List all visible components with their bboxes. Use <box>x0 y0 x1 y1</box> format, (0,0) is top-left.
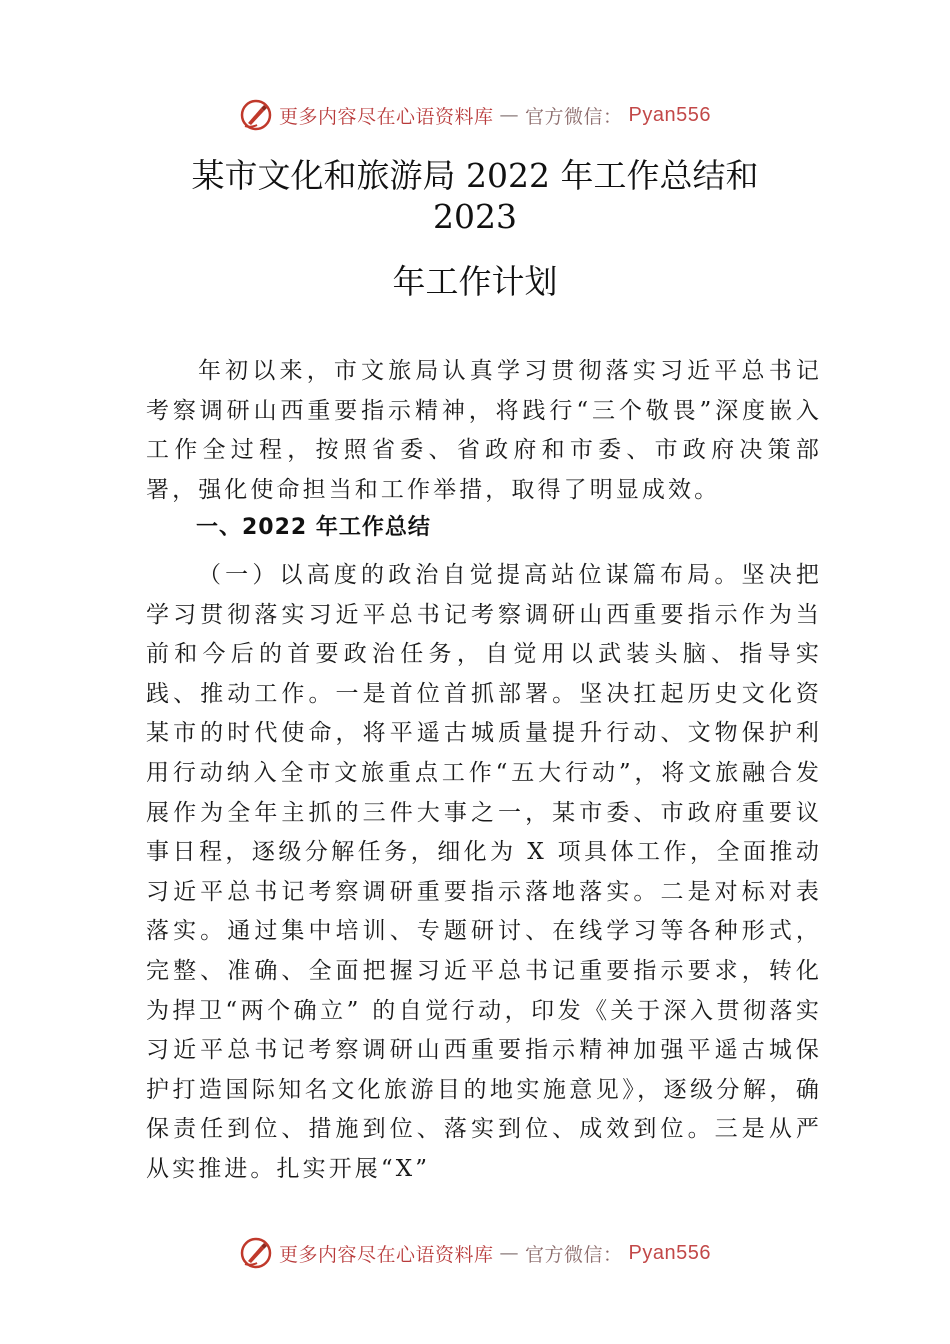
body-paragraph: （一）以高度的政治自觉提高站位谋篇布局。坚决把学习贯彻落实习近平总书记考察调研山西重要指示作为当前和今后的首要政治任务，自觉用以武装头脑、指导实践、推动工作。一是首位首抓部署。坚决扛起历史文化资某市的时代使命，将平遥古城质量提升行动、文物保护利用行动纳入全市文旅重点工作“五大行动”，将文旅融合发展作为全年主抓的三件大事之一，某市委、市政府重要议事日程，逐级分解任务，细化为 X 项具体工作，全面推动习近平总书记考察调研重要指示落地落实。二是对标对表落实。通过集中培训、专题研讨、在线学习等各种形式，完整、准确、全面把握习近平总书记重要指示要求，转化为捍卫“两个确立” 的自觉行动，印发《关于深入贯彻落实习近平总书记考察调研山西重要指示精神加强平遥古城保护打造国际知名文化旅游目的地实施意见》，逐级分解，确保责任到位、措施到位、落实到位、成效到位。三是从严从实推进。扎实开展“X” <box>146 562 822 1182</box>
header-watermark <box>0 95 950 135</box>
pen-logo-icon <box>239 98 273 132</box>
watermark-dash: — <box>499 1242 520 1264</box>
watermark-wechat-id: Pyan556 <box>628 1241 711 1264</box>
document-title-line2: 2023 <box>433 197 517 236</box>
watermark-wechat-label: 官方微信： <box>525 1243 623 1266</box>
document-title-line1: 某市文化和旅游局 2022 年工作总结和 <box>191 156 759 195</box>
watermark-brand: 更多内容尽在心语资料库 <box>279 105 494 128</box>
document-title-line3: 年工作计划 <box>392 262 558 301</box>
watermark-wechat-label: 官方微信： <box>525 105 623 128</box>
watermark-wechat-id: Pyan556 <box>628 103 711 126</box>
footer-watermark <box>0 1233 950 1273</box>
pen-logo-icon <box>239 1236 273 1270</box>
watermark-brand: 更多内容尽在心语资料库 <box>279 1243 494 1266</box>
section-heading: 一、2022 年工作总结 <box>196 515 431 540</box>
watermark-dash: — <box>499 104 520 126</box>
intro-paragraph: 年初以来，市文旅局认真学习贯彻落实习近平总书记考察调研山西重要指示精神，将践行“三个敬畏”深度嵌入工作全过程，按照省委、省政府和市委、市政府决策部署，强化使命担当和工作举措，取得了明显成效。 <box>146 358 822 503</box>
